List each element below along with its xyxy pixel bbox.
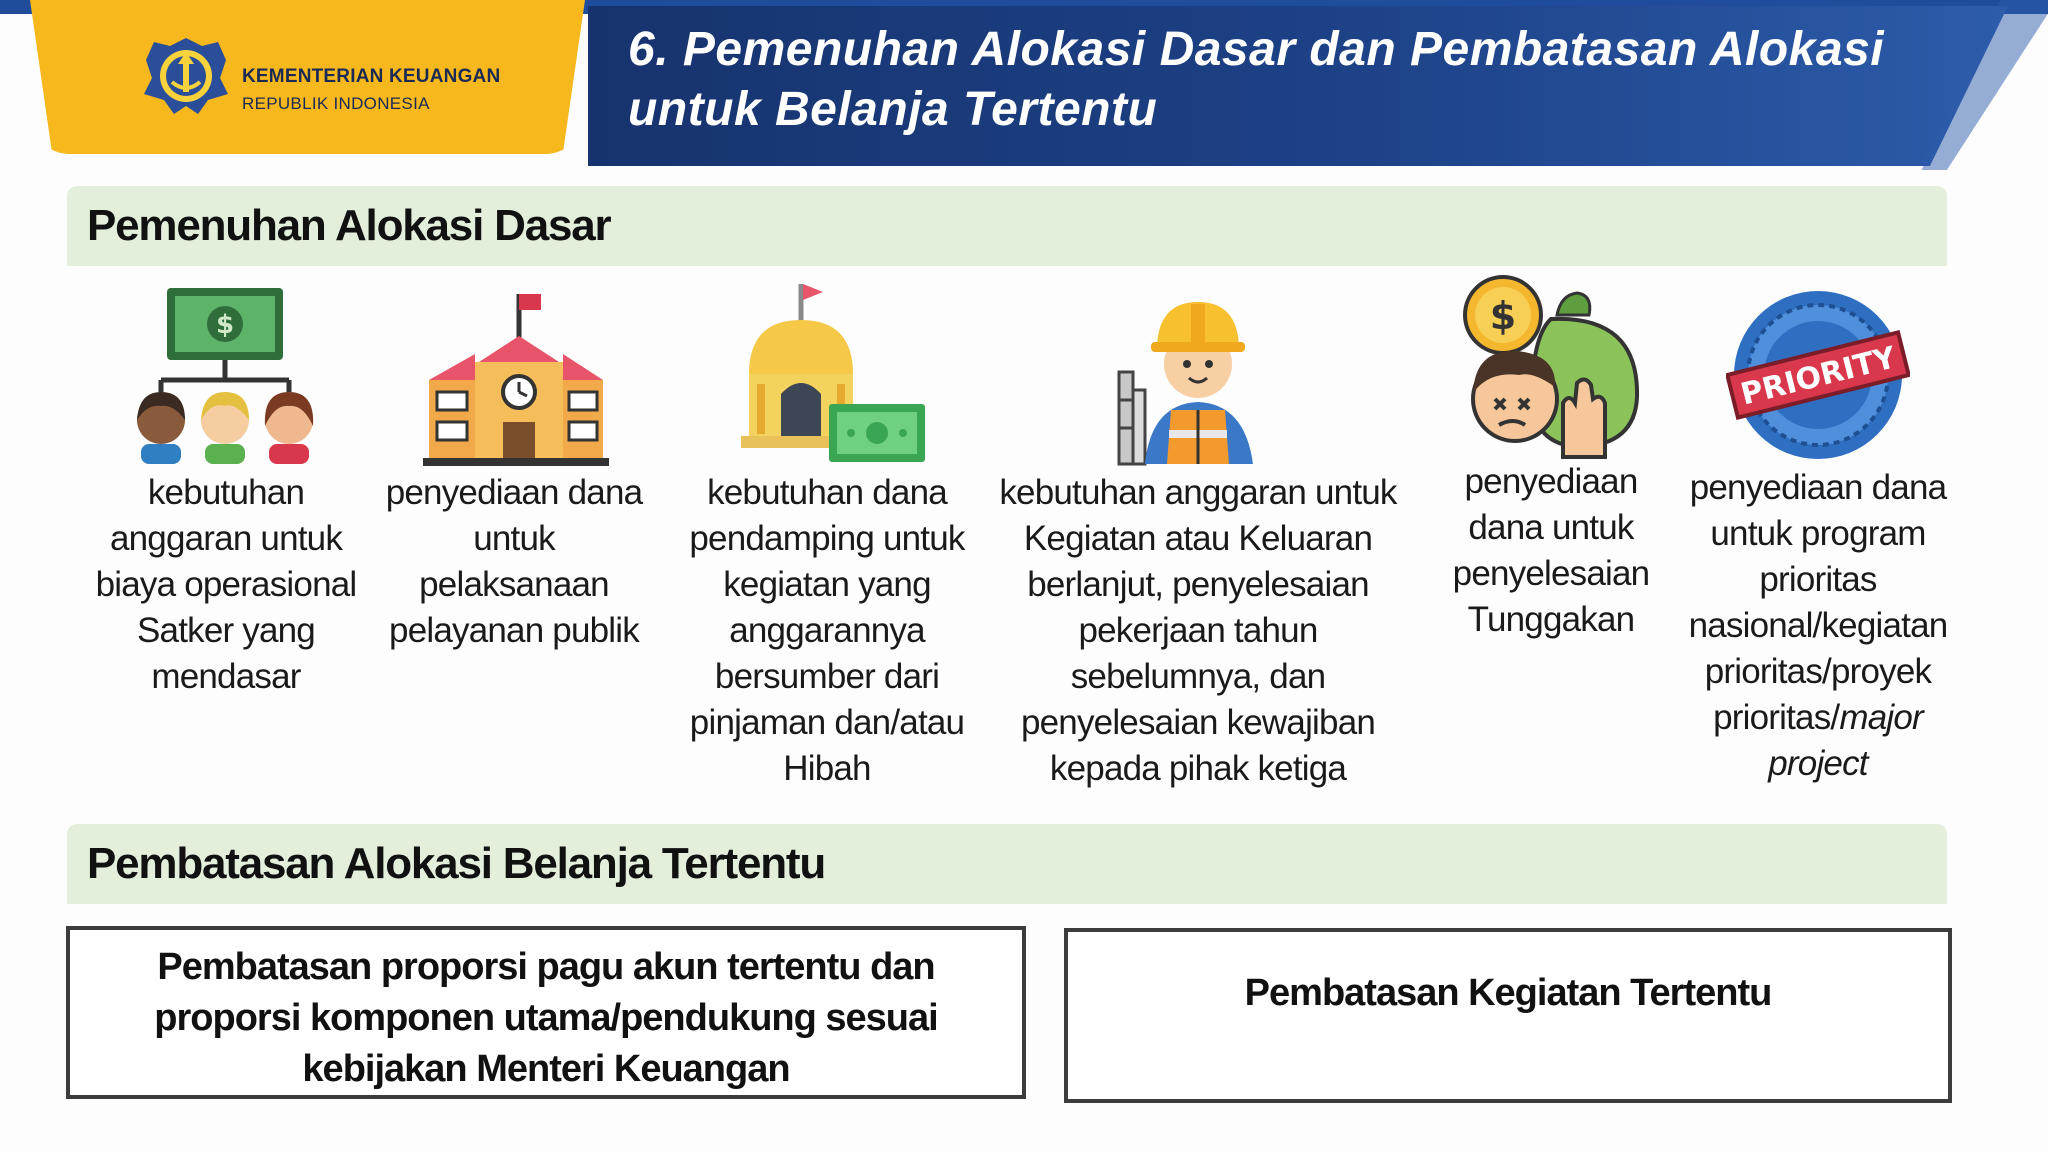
card-caption: kebutuhan dana pendamping untuk kegiatan yang anggarannya bersumber dari pinjaman dan/atau Hibah — [689, 473, 965, 788]
svg-text:$: $ — [1489, 294, 1517, 338]
money-people-icon — [131, 280, 321, 470]
section-bar-pembatasan — [67, 824, 1947, 904]
section-title: Pembatasan Alokasi Belanja Tertentu — [87, 839, 826, 888]
card-tunggakan — [1440, 275, 1662, 643]
debt-money-bag-icon — [1459, 275, 1643, 459]
card-caption: kebutuhan anggaran untuk biaya operasional Satker yang mendasar — [95, 473, 357, 696]
section-title: Pemenuhan Alokasi Dasar — [87, 201, 611, 250]
school-building-icon — [419, 280, 609, 470]
card-pelayanan-publik — [378, 280, 650, 654]
construction-worker-icon — [1103, 280, 1293, 470]
page-title-line-2: untuk Belanja Tertentu — [628, 83, 1158, 136]
box-pembatasan-kegiatan — [1064, 928, 1952, 1103]
org-subtitle: REPUBLIK INDONESIA — [242, 94, 430, 113]
org-name: KEMENTERIAN KEUANGAN — [242, 66, 501, 87]
bank-cash-icon — [727, 280, 927, 470]
kemenkeu-emblem-icon — [142, 36, 230, 116]
card-caption: penyediaan dana untuk program prioritas nasional/kegiatan prioritas/proyek prioritas/major project — [1688, 468, 1948, 783]
card-kegiatan-berlanjut — [990, 280, 1406, 792]
box-text: Pembatasan Kegiatan Tertentu — [1244, 972, 1772, 1014]
page-title-line-1: 6. Pemenuhan Alokasi Dasar dan Pembatasan Alokasi — [628, 23, 1885, 76]
box-text: Pembatasan proporsi pagu akun tertentu dan proporsi komponen utama/pendukung sesuai kebijakan Menteri Keuangan — [154, 946, 938, 1090]
card-pinjaman-hibah — [672, 280, 982, 792]
section-bar-alokasi-dasar — [67, 186, 1947, 266]
priority-stamp-icon — [1726, 285, 1910, 465]
box-pembatasan-proporsi — [66, 926, 1026, 1099]
page-title — [628, 20, 1958, 140]
card-caption: kebutuhan anggaran untuk Kegiatan atau Keluaran berlanjut, penyelesaian pekerjaan tahun sebelumnya, dan penyelesaian kewajiban kepada pihak ketiga — [999, 473, 1397, 788]
card-prioritas-nasional — [1682, 285, 1954, 787]
card-caption: penyediaan dana untuk penyelesaian Tunggakan — [1452, 462, 1650, 639]
card-biaya-operasional — [90, 280, 362, 700]
svg-text:$: $ — [215, 310, 235, 340]
priority-stamp-text: PRIORITY — [1737, 340, 1900, 413]
card-caption: penyediaan dana untuk pelaksanaan pelayanan publik — [385, 473, 643, 650]
